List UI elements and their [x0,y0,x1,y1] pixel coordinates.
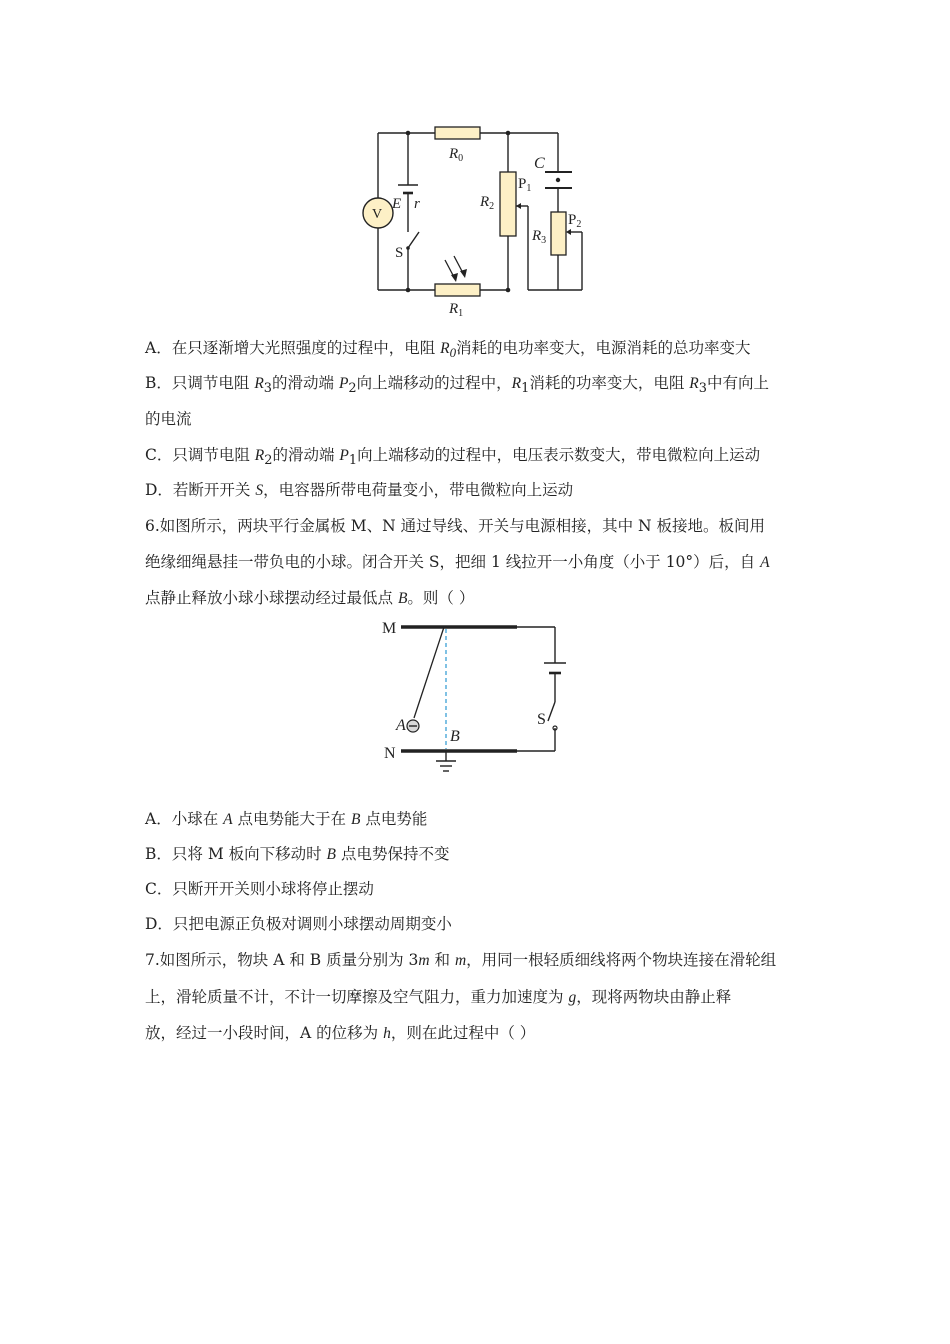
point-b-label: B [450,728,460,745]
p2-label: $P_2$ [568,212,582,230]
plate-n-label: N [384,745,396,762]
voltmeter-label: V [372,207,383,222]
switch-label: S [395,245,404,261]
q7-stem-line2: 上，滑轮质量不计，不计一切摩擦及空气阻力，重力加速度为 g，现将两物块由静止释 [145,988,732,1006]
q6-option-b: B．只将 M 板向下移动时 B 点电势保持不变 [145,845,450,863]
emf-label: E [392,196,402,212]
q6-option-a: A．小球在 A 点电势能大于在 B 点电势能 [145,810,428,828]
q6-stem-line1: 6.如图所示，两块平行金属板 M、N 通过导线、开关与电源相接，其中 N 板接地。板间用 [145,517,765,535]
q6-stem-line2: 绝缘细绳悬挂一带负电的小球。闭合开关 S，把细 1 线拉开一小角度（小于 10°）后，自 A [145,553,770,571]
q6-option-d: D．只把电源正负极对调则小球摆动周期变小 [145,915,452,933]
circuit-diagram [0,0,950,330]
point-a-label: A [396,717,406,734]
q5-option-d: D．若断开开关 S，电容器所带电荷量变小，带电微粒向上运动 [145,481,574,499]
q5-option-b-cont: 的电流 [145,410,192,428]
q7-stem-line3: 放，经过一小段时间，A 的位移为 h，则在此过程中（ ） [145,1024,536,1042]
q5-option-b: B．只调节电阻 $R_3$的滑动端 $P_2$向上端移动的过程中，$R_1$消耗的功率变大，电阻 $R_3$中有向上 [145,374,769,397]
p1-label: $P_1$ [518,176,532,194]
q6-option-c: C．只断开开关则小球将停止摆动 [145,880,374,898]
q5-option-c: C．只调节电阻 $R_2$的滑动端 $P_1$向上端移动的过程中，电压表示数变大，带电微粒向上运动 [145,446,761,469]
r3-label: $R_3$ [532,228,547,246]
r2-label: $R_2$ [480,194,495,212]
q6-stem-line3: 点静止释放小球小球摆动经过最低点 B。则（ ） [145,589,475,607]
q7-stem-line1: 7.如图所示，物块 A 和 B 质量分别为 3m 和 m，用同一根轻质细线将两个物块连接在滑轮组 [145,951,777,969]
r1-label: $R_1$ [449,301,464,319]
plate-m-label: M [382,620,397,637]
capacitor-label: C [534,155,545,172]
parallel-plate-diagram [0,610,950,790]
q5-option-a: A．在只逐渐增大光照强度的过程中，电阻 $R_0$消耗的电功率变大，电源消耗的总功率变大 [145,339,751,361]
r0-label: $R_0$ [449,146,464,164]
switch-label: S [537,711,546,728]
internal-resistance-label: r [414,196,420,212]
